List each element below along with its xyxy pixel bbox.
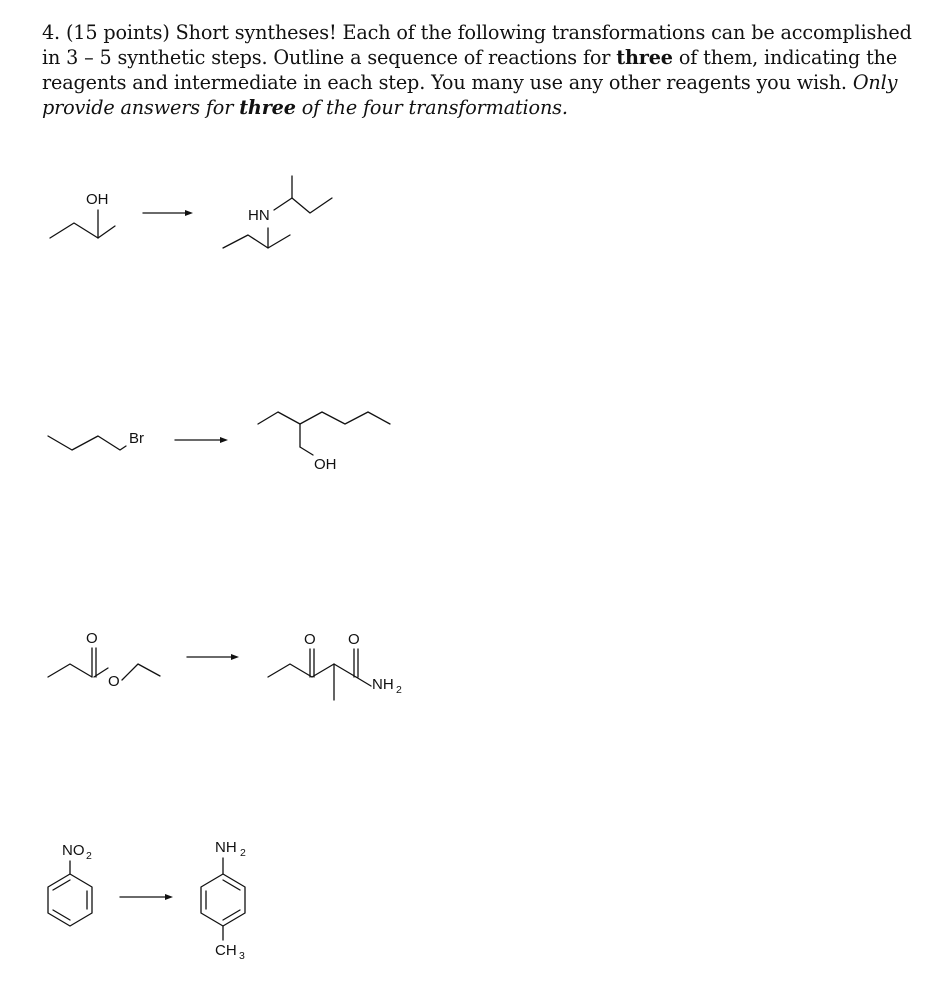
arrow-1 [143, 210, 193, 216]
question-italic-1: Only provide answers for [42, 71, 898, 119]
reactant-1-butan-2-ol [50, 191, 115, 238]
product-2-label-oh: OH [314, 456, 337, 473]
reaction-2 [48, 412, 390, 473]
product-2-2-ethylhexanol [258, 412, 390, 473]
reaction-3 [48, 630, 402, 700]
reaction-4 [48, 839, 246, 962]
product-1-di-sec-butylamine [223, 176, 332, 248]
reactant-3-ethyl-propanoate [48, 630, 160, 690]
product-3-keto-amide [268, 631, 402, 700]
reactant-3-label-carbonyl-o: O [86, 630, 98, 647]
question-intro: Short syntheses! Each of the following transformations can be accomplished in 3 – 5 synthetic steps. Outline a sequence of reactions for [42, 21, 912, 69]
question-number: 4. [42, 21, 61, 44]
product-4-label-nh: NH [215, 839, 237, 856]
reactant-4-label-no: NO [62, 842, 85, 859]
reactant-2-1-bromobutane [48, 430, 144, 450]
reactant-4-label-no-subscript: 2 [86, 850, 92, 862]
arrow-2 [175, 437, 228, 443]
emphasis-three: three [616, 46, 673, 69]
product-4-label-ch-subscript: 3 [239, 950, 245, 962]
reactant-3-label-ester-o: O [108, 673, 120, 690]
reactant-2-label-br: Br [129, 430, 144, 447]
question-points: (15 points) [65, 21, 170, 44]
reactant-4-nitrobenzene [48, 842, 92, 926]
product-1-label-hn: HN [248, 207, 270, 224]
product-3-label-nh-subscript: 2 [396, 684, 402, 696]
product-3-label-ketone-o: O [304, 631, 316, 648]
reaction-1 [50, 176, 332, 248]
product-3-label-nh: NH [372, 676, 394, 693]
question-italic-2: of the four transformations. [301, 96, 568, 119]
emphasis-three-italic: three [239, 96, 296, 119]
arrow-3 [187, 654, 239, 660]
product-3-label-amide-o: O [348, 631, 360, 648]
arrow-4 [120, 894, 173, 900]
reactant-1-label-oh: OH [86, 191, 109, 208]
product-4-label-ch: CH [215, 942, 237, 959]
question-middle: of them, indicating the reagents and intermediate in each step. You many use any other reagents you wish. [42, 46, 898, 94]
product-4-label-nh-subscript: 2 [240, 847, 246, 859]
product-4-p-toluidine [201, 839, 246, 962]
